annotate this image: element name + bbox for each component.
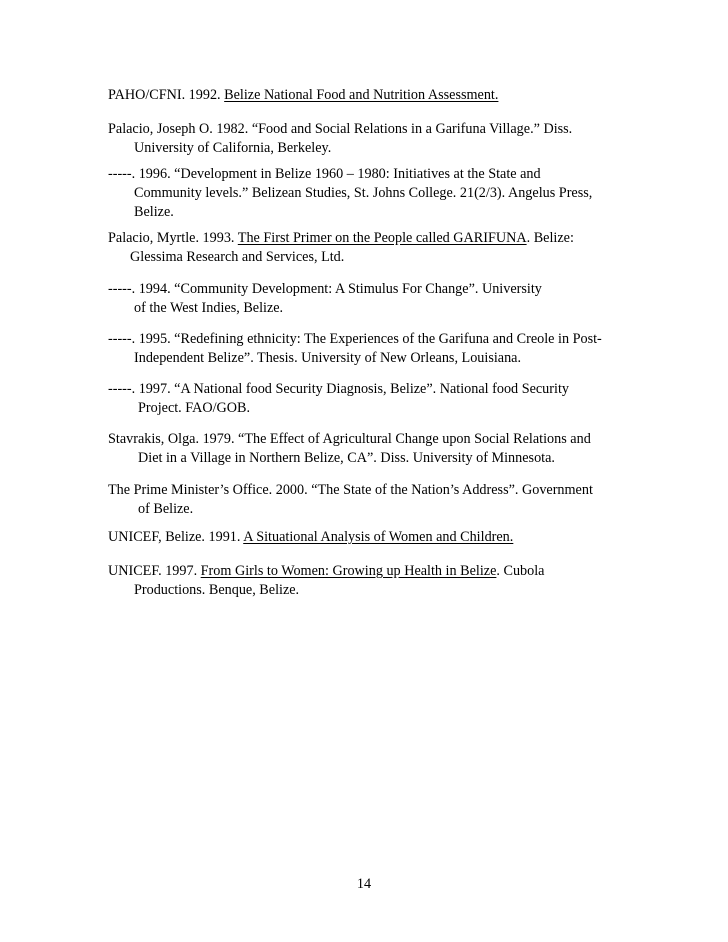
reference-line [108, 380, 628, 399]
citation-text: . Cubola [496, 563, 545, 579]
reference-line: Independent Belize”. Thesis. University of New Orleans, Louisiana. [134, 350, 522, 366]
citation-text: -----. 1994. “Community Development: A Stimulus For Change”. University [108, 281, 542, 297]
reference-line [108, 280, 628, 299]
reference-entry [108, 280, 628, 318]
citation-text: Palacio, Myrtle. 1993. [108, 230, 238, 246]
citation-text: . Belize: [526, 230, 574, 246]
reference-line [108, 229, 628, 248]
reference-line [108, 481, 628, 500]
reference-entry [108, 165, 628, 222]
reference-entry [108, 229, 628, 267]
reference-line [108, 430, 628, 449]
reference-line [108, 120, 628, 139]
citation-text: UNICEF, Belize. 1991. [108, 529, 244, 545]
citation-title: From Girls to Women: Growing up Health in Belize [200, 563, 497, 579]
reference-entry [108, 481, 628, 519]
reference-line [108, 562, 628, 581]
citation-title: The First Primer on the People called GARIFUNA [237, 230, 527, 246]
citation-title: A Situational Analysis of Women and Children. [243, 529, 514, 545]
reference-line: Glessima Research and Services, Ltd. [130, 249, 345, 265]
reference-line: Belize. [134, 204, 174, 220]
citation-text: PAHO/CFNI. 1992. [108, 87, 225, 103]
citation-text: -----. 1997. “A National food Security Diagnosis, Belize”. National food Security [108, 381, 569, 397]
citation-text: Palacio, Joseph O. 1982. “Food and Social Relations in a Garifuna Village.” Diss. [108, 121, 573, 137]
citation-text: Stavrakis, Olga. 1979. “The Effect of Agricultural Change upon Social Relations and [108, 431, 591, 447]
citation-text: The Prime Minister’s Office. 2000. “The State of the Nation’s Address”. Government [108, 482, 593, 498]
reference-line: Diet in a Village in Northern Belize, CA”. Diss. University of Minnesota. [138, 450, 555, 466]
reference-entry [108, 120, 628, 158]
reference-line: Community levels.” Belizean Studies, St. Johns College. 21(2/3). Angelus Press, [134, 185, 593, 201]
reference-entry [108, 528, 628, 547]
reference-entry [108, 380, 628, 418]
reference-line [108, 330, 628, 349]
reference-line [108, 165, 628, 184]
reference-entry [108, 562, 628, 600]
citation-text: -----. 1995. “Redefining ethnicity: The Experiences of the Garifuna and Creole in Post- [108, 331, 602, 347]
citation-text: -----. 1996. “Development in Belize 1960 – 1980: Initiatives at the State and [108, 166, 541, 182]
citation-text: UNICEF. 1997. [108, 563, 201, 579]
citation-title: Belize National Food and Nutrition Assessment. [224, 87, 499, 103]
reference-entry [108, 430, 628, 468]
reference-entry [108, 330, 628, 368]
reference-entry [108, 86, 628, 105]
reference-line [108, 528, 628, 547]
reference-line: Project. FAO/GOB. [138, 400, 251, 416]
reference-line: of the West Indies, Belize. [134, 300, 284, 316]
reference-line: University of California, Berkeley. [134, 140, 332, 156]
reference-line [108, 86, 628, 105]
reference-line: Productions. Benque, Belize. [134, 582, 300, 598]
reference-line: of Belize. [138, 501, 194, 517]
page-number: 14 [356, 876, 372, 892]
